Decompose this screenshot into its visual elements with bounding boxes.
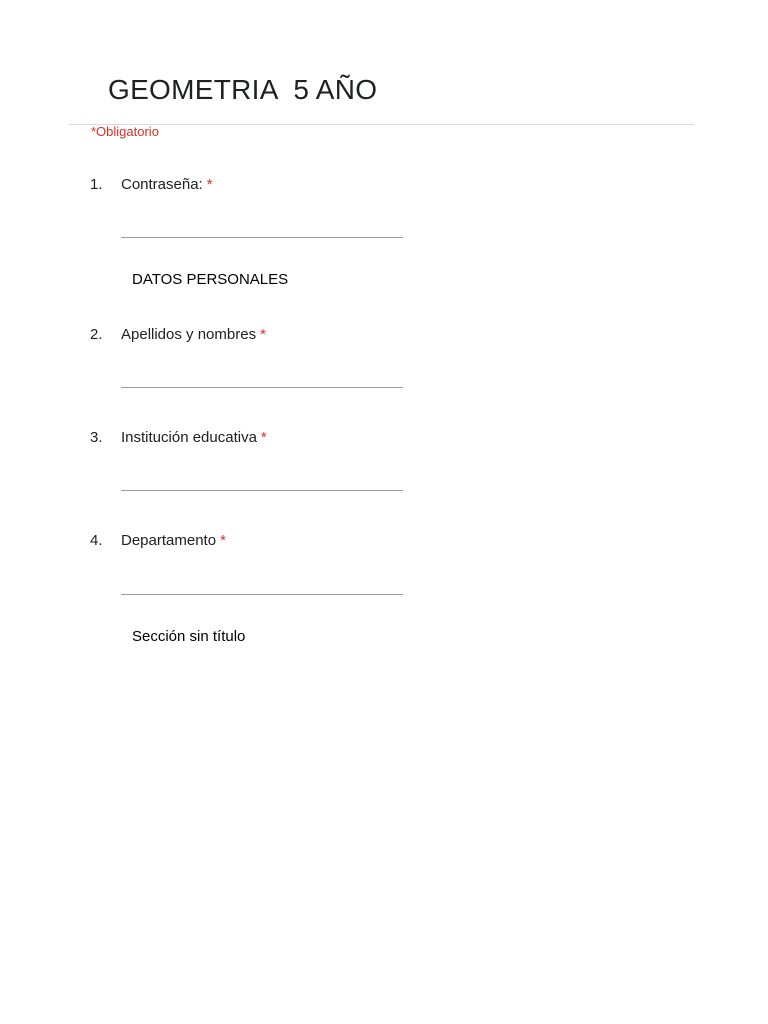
required-note: *Obligatorio (91, 124, 159, 139)
question-number: 4. (90, 532, 103, 549)
question-label-text: Contraseña: (121, 176, 203, 193)
question-label (121, 176, 213, 193)
question-label (121, 429, 267, 446)
question-label (121, 326, 266, 343)
question-label-text: Institución educativa (121, 429, 257, 446)
question-institution (90, 429, 410, 493)
answer-line-institution[interactable] (121, 490, 403, 491)
question-full-name (90, 326, 410, 390)
required-asterisk: * (206, 176, 213, 193)
section-title-datos-personales: DATOS PERSONALES (132, 271, 289, 288)
question-department (90, 532, 410, 596)
question-number: 2. (90, 326, 103, 343)
answer-line-full-name[interactable] (121, 387, 403, 388)
form-title: GEOMETRIA 5 AÑO (108, 74, 378, 105)
answer-line-password[interactable] (121, 237, 403, 238)
question-number: 3. (90, 429, 103, 446)
required-asterisk: * (220, 532, 226, 549)
title-divider (69, 124, 694, 125)
question-password (90, 176, 410, 240)
section-title-untitled: Sección sin título (132, 628, 246, 645)
required-asterisk: * (260, 326, 266, 343)
question-number: 1. (90, 176, 103, 193)
question-label-text: Apellidos y nombres (121, 326, 257, 343)
question-label-text: Departamento (121, 532, 217, 549)
question-label (121, 532, 226, 549)
answer-line-department[interactable] (121, 594, 403, 595)
required-asterisk: * (260, 429, 267, 446)
